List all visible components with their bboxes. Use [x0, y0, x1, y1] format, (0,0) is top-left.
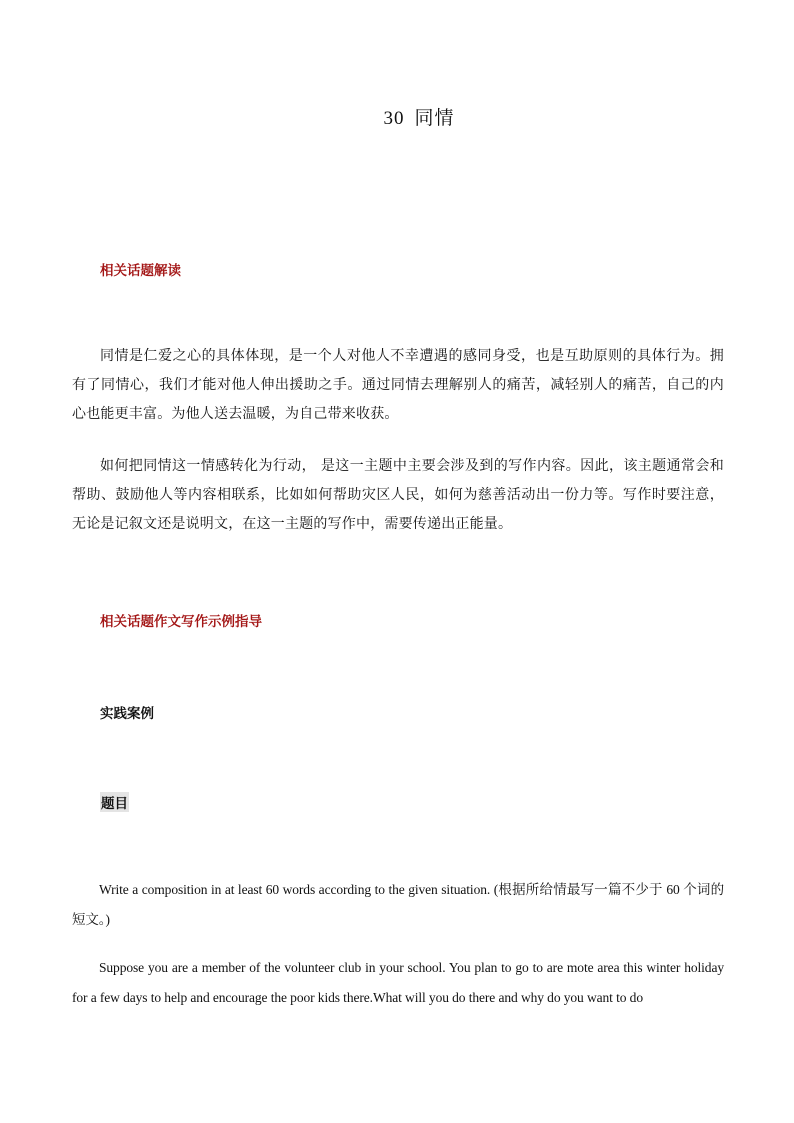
topic-paragraph-2: 如何把同情这一情感转化为行动， 是这一主题中主要会涉及到的写作内容。因此，该主题通常会和帮助、鼓励他人等内容相联系，比如如何帮助灾区人民，如何为慈善活动出一份力等。写作时要注意，无论是记叙文还是说明文，在这一主题的写作中，需要传递出正能量。: [72, 458, 724, 532]
topic-heading: 相关话题解读: [100, 263, 181, 279]
question-paragraph-1: Write a composition in at least 60 words according to the given situation. (根据所给情最写一篇不少于 60 个词的短文。): [72, 882, 724, 927]
guide-heading: 相关话题作文写作示例指导: [100, 614, 262, 630]
question-paragraph-2: Suppose you are a member of the volunteer club in your school. You plan to go to are mote area this winter holiday for a few days to help and encourage the poor kids there.What will you do there and why do you want to do: [72, 960, 724, 1005]
case-heading: 实践案例: [100, 706, 154, 722]
topic-paragraph-1: 同情是仁爱之心的具体体现，是一个人对他人不幸遭遇的感同身受，也是互助原则的具体行为。拥有了同情心，我们才能对他人伸出援助之手。通过同情去理解别人的痛苦，减轻别人的痛苦，自己的内心也能更丰富。为他人送去温暖，为自己带来收获。: [72, 348, 724, 422]
question-heading: 题目: [100, 792, 129, 812]
title-number: 30: [383, 108, 405, 129]
page-title: [0, 103, 794, 130]
title-text: 同情: [414, 107, 455, 129]
